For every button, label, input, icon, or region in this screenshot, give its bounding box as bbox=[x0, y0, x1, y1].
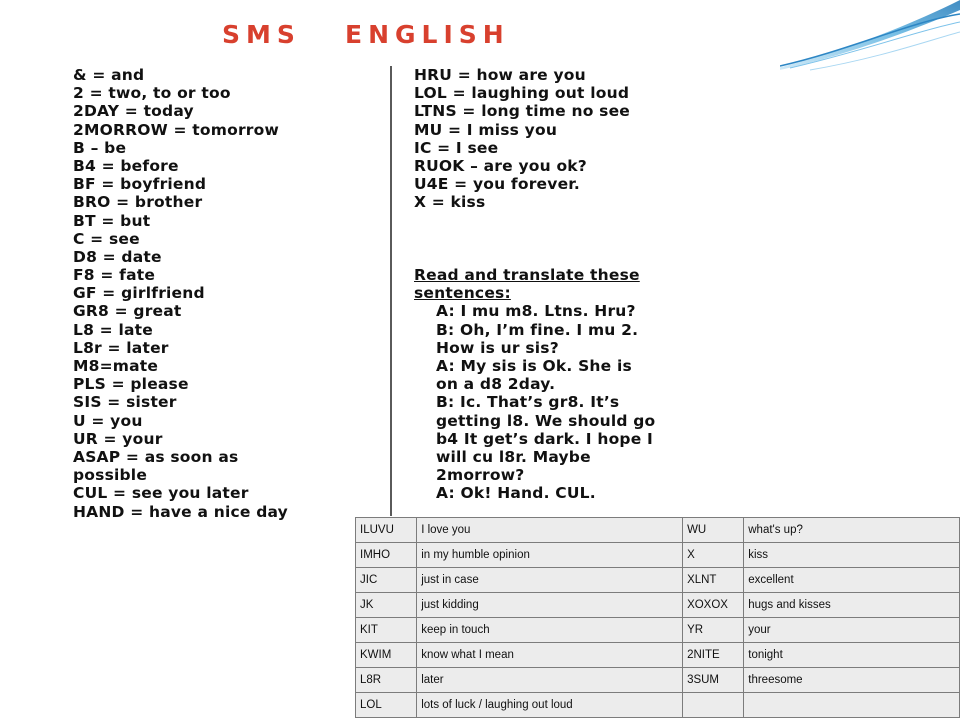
abbreviation-entry: LOL = laughing out loud bbox=[414, 84, 630, 103]
dialogue-line: on a d8 2day. bbox=[436, 375, 556, 394]
dialogue-line: A: My sis is Ok. She is bbox=[436, 356, 632, 375]
dialogue-line: b4 It get’s dark. I hope I bbox=[436, 429, 653, 448]
meaning-cell bbox=[744, 693, 960, 718]
exercise-heading: Read and translate these bbox=[414, 266, 640, 284]
abbreviation-entry: BF = boyfriend bbox=[73, 175, 207, 194]
meaning-cell: hugs and kisses bbox=[744, 593, 960, 618]
meaning-cell: kiss bbox=[744, 543, 960, 568]
dialogue-line: A: Ok! Hand. CUL. bbox=[436, 484, 596, 503]
abbreviation-entry: C = see bbox=[73, 229, 140, 248]
meaning-cell: lots of luck / laughing out loud bbox=[417, 693, 683, 718]
abbreviation-entry: GF = girlfriend bbox=[73, 284, 205, 303]
dialogue-line: 2morrow? bbox=[436, 466, 525, 485]
abbreviation-entry: possible bbox=[73, 466, 148, 485]
abbreviation-cell: ILUVU bbox=[356, 518, 417, 543]
meaning-cell: keep in touch bbox=[417, 618, 683, 643]
abbreviation-entry: X = kiss bbox=[414, 193, 486, 212]
meaning-cell: tonight bbox=[744, 643, 960, 668]
abbreviation-entry: RUOK – are you ok? bbox=[414, 156, 587, 175]
dialogue-line: getting l8. We should go bbox=[436, 411, 656, 430]
abbreviation-entry: M8=mate bbox=[73, 357, 159, 375]
abbreviation-entry: L8 = late bbox=[73, 320, 153, 339]
table-row bbox=[356, 593, 960, 618]
abbreviation-entry: HAND = have a nice day bbox=[73, 502, 288, 521]
meaning-cell: threesome bbox=[744, 668, 960, 693]
table-row bbox=[356, 693, 960, 718]
meaning-cell: know what I mean bbox=[417, 643, 683, 668]
abbreviation-cell: L8R bbox=[356, 668, 417, 693]
abbreviation-entry: CUL = see you later bbox=[73, 484, 249, 503]
abbreviation-entry: GR8 = great bbox=[73, 302, 182, 321]
abbreviation-entry: 2DAY = today bbox=[73, 102, 194, 121]
abbreviation-entry: PLS = please bbox=[73, 375, 189, 394]
page-title: SMS ENGLISH bbox=[222, 20, 510, 49]
exercise-heading: sentences: bbox=[414, 284, 511, 303]
abbreviation-entry: F8 = fate bbox=[73, 266, 156, 285]
abbreviation-entry: 2MORROW = tomorrow bbox=[73, 120, 280, 139]
abbreviation-entry: ASAP = as soon as bbox=[73, 447, 239, 466]
abbreviation-cell: 2NITE bbox=[683, 643, 744, 668]
table-row bbox=[356, 618, 960, 643]
column-divider bbox=[390, 66, 392, 516]
abbreviation-cell: JIC bbox=[356, 568, 417, 593]
translation-exercise bbox=[414, 266, 655, 502]
abbreviation-table bbox=[355, 517, 960, 718]
abbreviation-cell: 3SUM bbox=[683, 668, 744, 693]
dialogue-line: How is ur sis? bbox=[436, 338, 559, 357]
table-row bbox=[356, 643, 960, 668]
table-row bbox=[356, 518, 960, 543]
abbreviation-entry: LTNS = long time no see bbox=[414, 102, 630, 121]
abbreviation-entry: HRU = how are you bbox=[414, 66, 586, 84]
meaning-cell: just in case bbox=[417, 568, 683, 593]
abbreviation-cell bbox=[683, 693, 744, 718]
decorative-swoosh bbox=[770, 0, 960, 72]
abbreviation-cell: JK bbox=[356, 593, 417, 618]
table-row bbox=[356, 543, 960, 568]
dialogue-line: B: Ic. That’s gr8. It’s bbox=[436, 393, 620, 412]
abbreviation-entry: BRO = brother bbox=[73, 193, 203, 212]
table-row bbox=[356, 668, 960, 693]
abbreviation-entry: B – be bbox=[73, 138, 127, 157]
abbreviation-entry: & = and bbox=[73, 66, 145, 84]
abbreviation-list-left bbox=[73, 66, 288, 521]
abbreviation-cell: KWIM bbox=[356, 643, 417, 668]
abbreviation-entry: 2 = two, to or too bbox=[73, 84, 231, 103]
abbreviation-entry: D8 = date bbox=[73, 247, 162, 266]
abbreviation-entry: BT = but bbox=[73, 211, 151, 230]
dialogue-line: will cu l8r. Maybe bbox=[436, 447, 591, 466]
meaning-cell: just kidding bbox=[417, 593, 683, 618]
abbreviation-cell: X bbox=[683, 543, 744, 568]
abbreviation-list-right bbox=[414, 66, 630, 212]
abbreviation-cell: XLNT bbox=[683, 568, 744, 593]
abbreviation-cell: XOXOX bbox=[683, 593, 744, 618]
abbreviation-entry: L8r = later bbox=[73, 338, 169, 357]
meaning-cell: in my humble opinion bbox=[417, 543, 683, 568]
meaning-cell: I love you bbox=[417, 518, 683, 543]
abbreviation-entry: U4E = you forever. bbox=[414, 175, 581, 194]
meaning-cell: your bbox=[744, 618, 960, 643]
abbreviation-cell: IMHO bbox=[356, 543, 417, 568]
abbreviation-entry: MU = I miss you bbox=[414, 120, 558, 139]
abbreviation-entry: UR = your bbox=[73, 429, 163, 448]
dialogue-line: B: Oh, I’m fine. I mu 2. bbox=[436, 320, 639, 339]
abbreviation-entry: SIS = sister bbox=[73, 393, 177, 412]
abbreviation-entry: U = you bbox=[73, 411, 143, 430]
abbreviation-cell: WU bbox=[683, 518, 744, 543]
abbreviation-entry: IC = I see bbox=[414, 138, 499, 157]
abbreviation-entry: B4 = before bbox=[73, 156, 179, 175]
dialogue-line: A: I mu m8. Ltns. Hru? bbox=[436, 302, 636, 321]
table-row bbox=[356, 568, 960, 593]
meaning-cell: excellent bbox=[744, 568, 960, 593]
abbreviation-cell: YR bbox=[683, 618, 744, 643]
abbreviation-cell: KIT bbox=[356, 618, 417, 643]
abbreviation-cell: LOL bbox=[356, 693, 417, 718]
meaning-cell: what's up? bbox=[744, 518, 960, 543]
meaning-cell: later bbox=[417, 668, 683, 693]
